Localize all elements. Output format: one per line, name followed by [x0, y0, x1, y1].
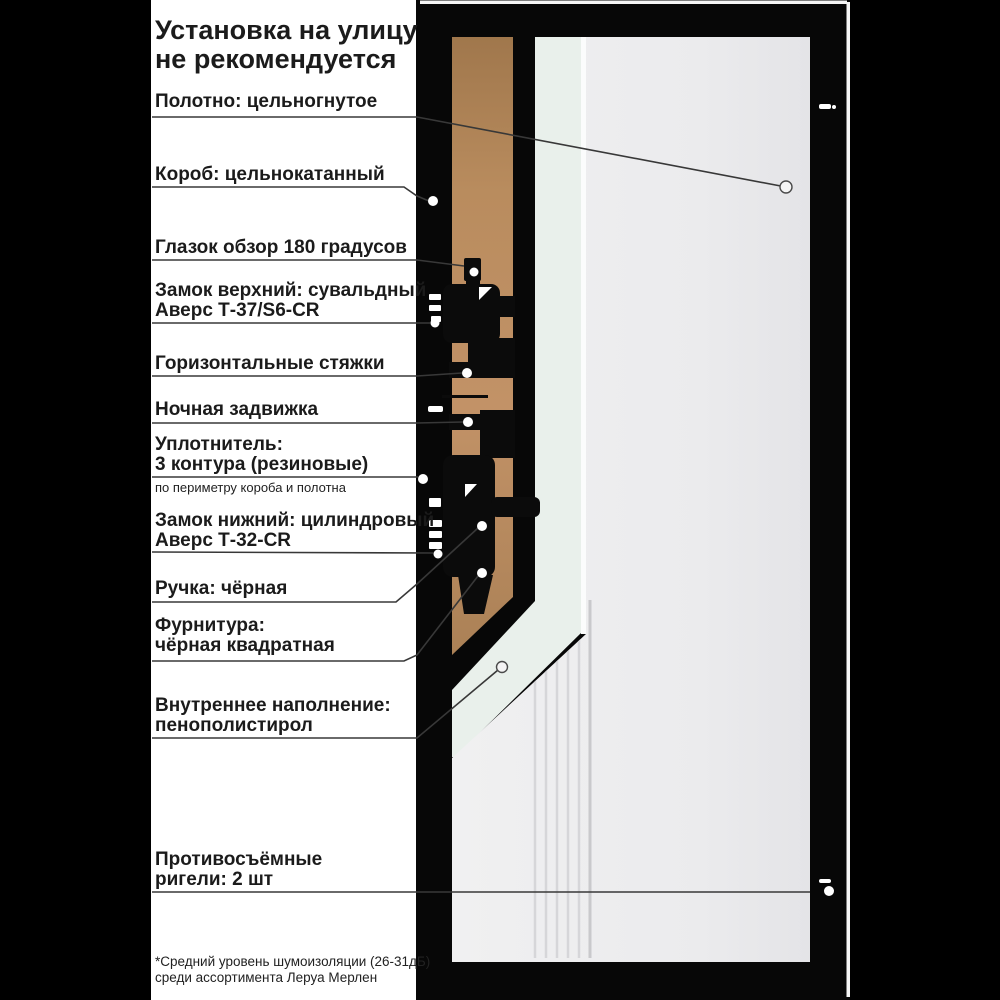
dot-ruchka [477, 521, 487, 531]
door-right-highlight [847, 2, 851, 997]
dot-styazhki [462, 368, 472, 378]
label-ruchka: Ручка: чёрная [155, 578, 288, 599]
upper-lock-body [443, 284, 500, 343]
title-line-1: Установка на улицу [155, 15, 418, 45]
dot-zamok-nizh [434, 550, 443, 559]
footnote [155, 954, 430, 985]
footnote-line-1: *Средний уровень шумоизоляции (26-31дБ) [155, 954, 431, 969]
label-polotno: Полотно: цельногнутое [155, 91, 378, 112]
label-napolnenie: Внутреннее наполнение: пенополистирол [155, 695, 391, 736]
upper-keyhole-slot [429, 294, 441, 300]
edge-highlight-line [581, 37, 586, 634]
handle-bar [491, 497, 540, 517]
dot-zamok-verh [431, 319, 440, 328]
lower-lock-body [443, 455, 495, 577]
dot-zadvizhka [463, 417, 473, 427]
dot-furnitura [477, 568, 487, 578]
rivet-bottom [819, 879, 831, 883]
label-zamok-verhniy: Замок верхний: сувальдный Аверс Т-37/S6-CR [155, 280, 427, 321]
label-zadvizhka: Ночная задвижка [155, 399, 319, 420]
dot-rigeli [824, 886, 834, 896]
label-rigeli: Противосъёмные ригели: 2 шт [155, 849, 323, 890]
lower-keyhole-slot [429, 498, 441, 507]
footnote-line-2: среди ассортимента Леруа Мерлен [155, 969, 378, 985]
label-uplotnitel: Уплотнитель: 3 контура (резиновые) [155, 434, 369, 475]
page-title [155, 16, 418, 74]
label-korob: Короб: цельнокатанный [155, 164, 385, 185]
label-zamok-nizhniy: Замок нижний: цилиндровый Аверс Т-32-CR [155, 510, 435, 551]
leader-zamok-nizh [152, 552, 433, 553]
door-top-highlight [420, 1, 847, 5]
label-furnitura: Фурнитура: чёрная квадратная [155, 615, 335, 656]
leader-korob [152, 187, 429, 201]
label-glazok: Глазок обзор 180 градусов [155, 237, 407, 258]
ring-polotno [780, 181, 792, 193]
dot-korob [428, 196, 438, 206]
dot-glazok [470, 268, 479, 277]
label-uplotnitel-note: по периметру короба и полотна [155, 480, 346, 495]
tie-band-upper [449, 362, 515, 378]
label-styazhki: Горизонтальные стяжки [155, 353, 385, 374]
dot-uplotnitel [418, 474, 428, 484]
night-latch-slot [428, 406, 443, 412]
title-line-2: не рекомендуется [155, 44, 397, 74]
ring-napolnenie [497, 662, 508, 673]
rivet-top [819, 104, 831, 109]
